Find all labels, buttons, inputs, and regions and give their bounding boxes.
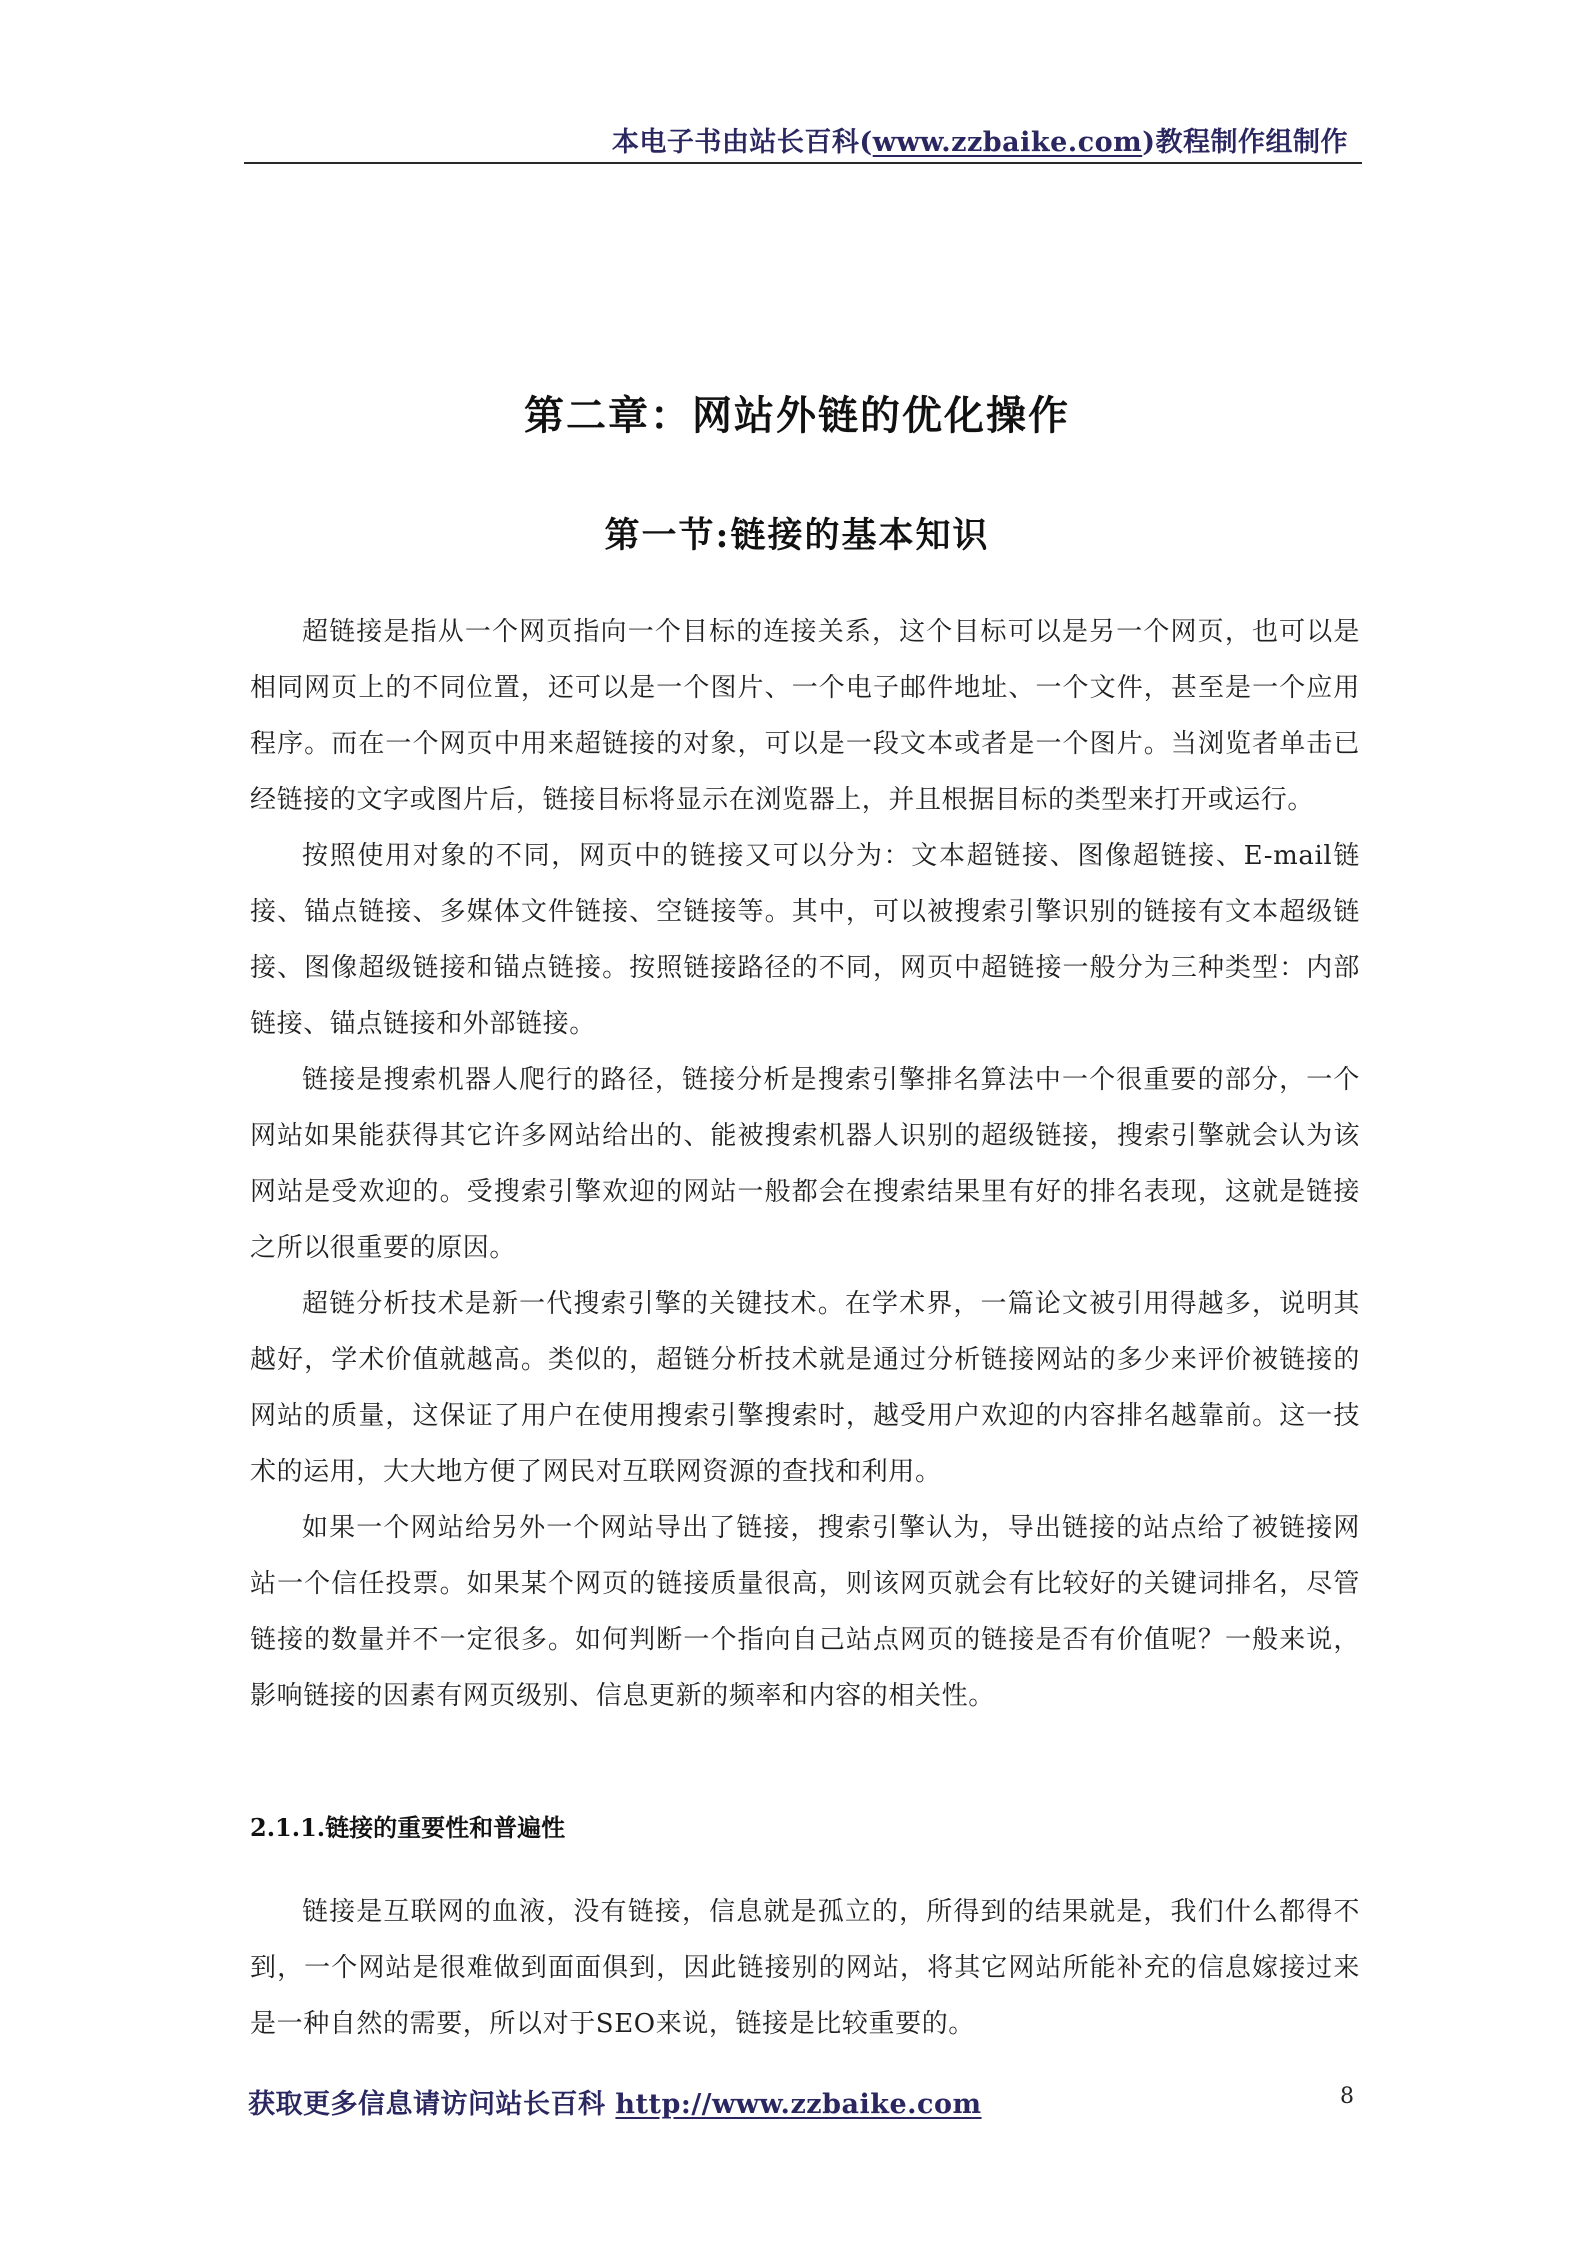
body-text-subsection [250,1884,1360,2052]
page-number: 8 [1340,2084,1354,2109]
header-prefix: 本电子书由站长百科( [611,127,873,158]
header-text [612,120,1348,159]
header-link[interactable]: www.zzbaike.com [872,127,1143,158]
page-header [244,120,1362,164]
section-title: 第一节:链接的基本知识 [604,515,990,556]
paragraph: 链接是搜索机器人爬行的路径，链接分析是搜索引擎排名算法中一个很重要的部分，一个网站如果能获得其它许多网站给出的、能被搜索机器人识别的超级链接，搜索引擎就会认为该网站是受欢迎的。受搜索引擎欢迎的网站一般都会在搜索结果里有好的排名表现，这就是链接之所以很重要的原因。 [250,1065,1360,1263]
paragraph: 超链分析技术是新一代搜索引擎的关键技术。在学术界，一篇论文被引用得越多，说明其越好，学术价值就越高。类似的，超链分析技术就是通过分析链接网站的多少来评价被链接的网站的质量，这保证了用户在使用搜索引擎搜索时，越受用户欢迎的内容排名越靠前。这一技术的运用，大大地方便了网民对互联网资源的查找和利用。 [250,1289,1360,1487]
subsection-heading: 2.1.1.链接的重要性和普遍性 [250,1813,566,1842]
header-suffix: )教程制作组制作 [1142,127,1348,158]
body-text-main [250,604,1360,1724]
page-footer [248,2082,982,2121]
paragraph: 链接是互联网的血液，没有链接，信息就是孤立的，所得到的结果就是，我们什么都得不到，一个网站是很难做到面面俱到，因此链接别的网站，将其它网站所能补充的信息嫁接过来是一种自然的需要，所以对于SEO来说，链接是比较重要的。 [250,1897,1360,2039]
chapter-title: 第二章：网站外链的优化操作 [524,392,1070,439]
paragraph: 按照使用对象的不同，网页中的链接又可以分为：文本超链接、图像超链接、E-mail链接、锚点链接、多媒体文件链接、空链接等。其中，可以被搜索引擎识别的链接有文本超级链接、图像超级链接和锚点链接。按照链接路径的不同，网页中超链接一般分为三种类型：内部链接、锚点链接和外部链接。 [250,841,1360,1039]
paragraph: 如果一个网站给另外一个网站导出了链接，搜索引擎认为，导出链接的站点给了被链接网站一个信任投票。如果某个网页的链接质量很高，则该网页就会有比较好的关键词排名，尽管链接的数量并不一定很多。如何判断一个指向自己站点网页的链接是否有价值呢？一般来说，影响链接的因素有网页级别、信息更新的频率和内容的相关性。 [250,1513,1360,1711]
footer-link[interactable]: http://www.zzbaike.com [615,2089,982,2120]
paragraph: 超链接是指从一个网页指向一个目标的连接关系，这个目标可以是另一个网页，也可以是相同网页上的不同位置，还可以是一个图片、一个电子邮件地址、一个文件，甚至是一个应用程序。而在一个网页中用来超链接的对象，可以是一段文本或者是一个图片。当浏览者单击已经链接的文字或图片后，链接目标将显示在浏览器上，并且根据目标的类型来打开或运行。 [250,617,1360,815]
footer-prefix: 获取更多信息请访问站长百科 [248,2089,616,2120]
